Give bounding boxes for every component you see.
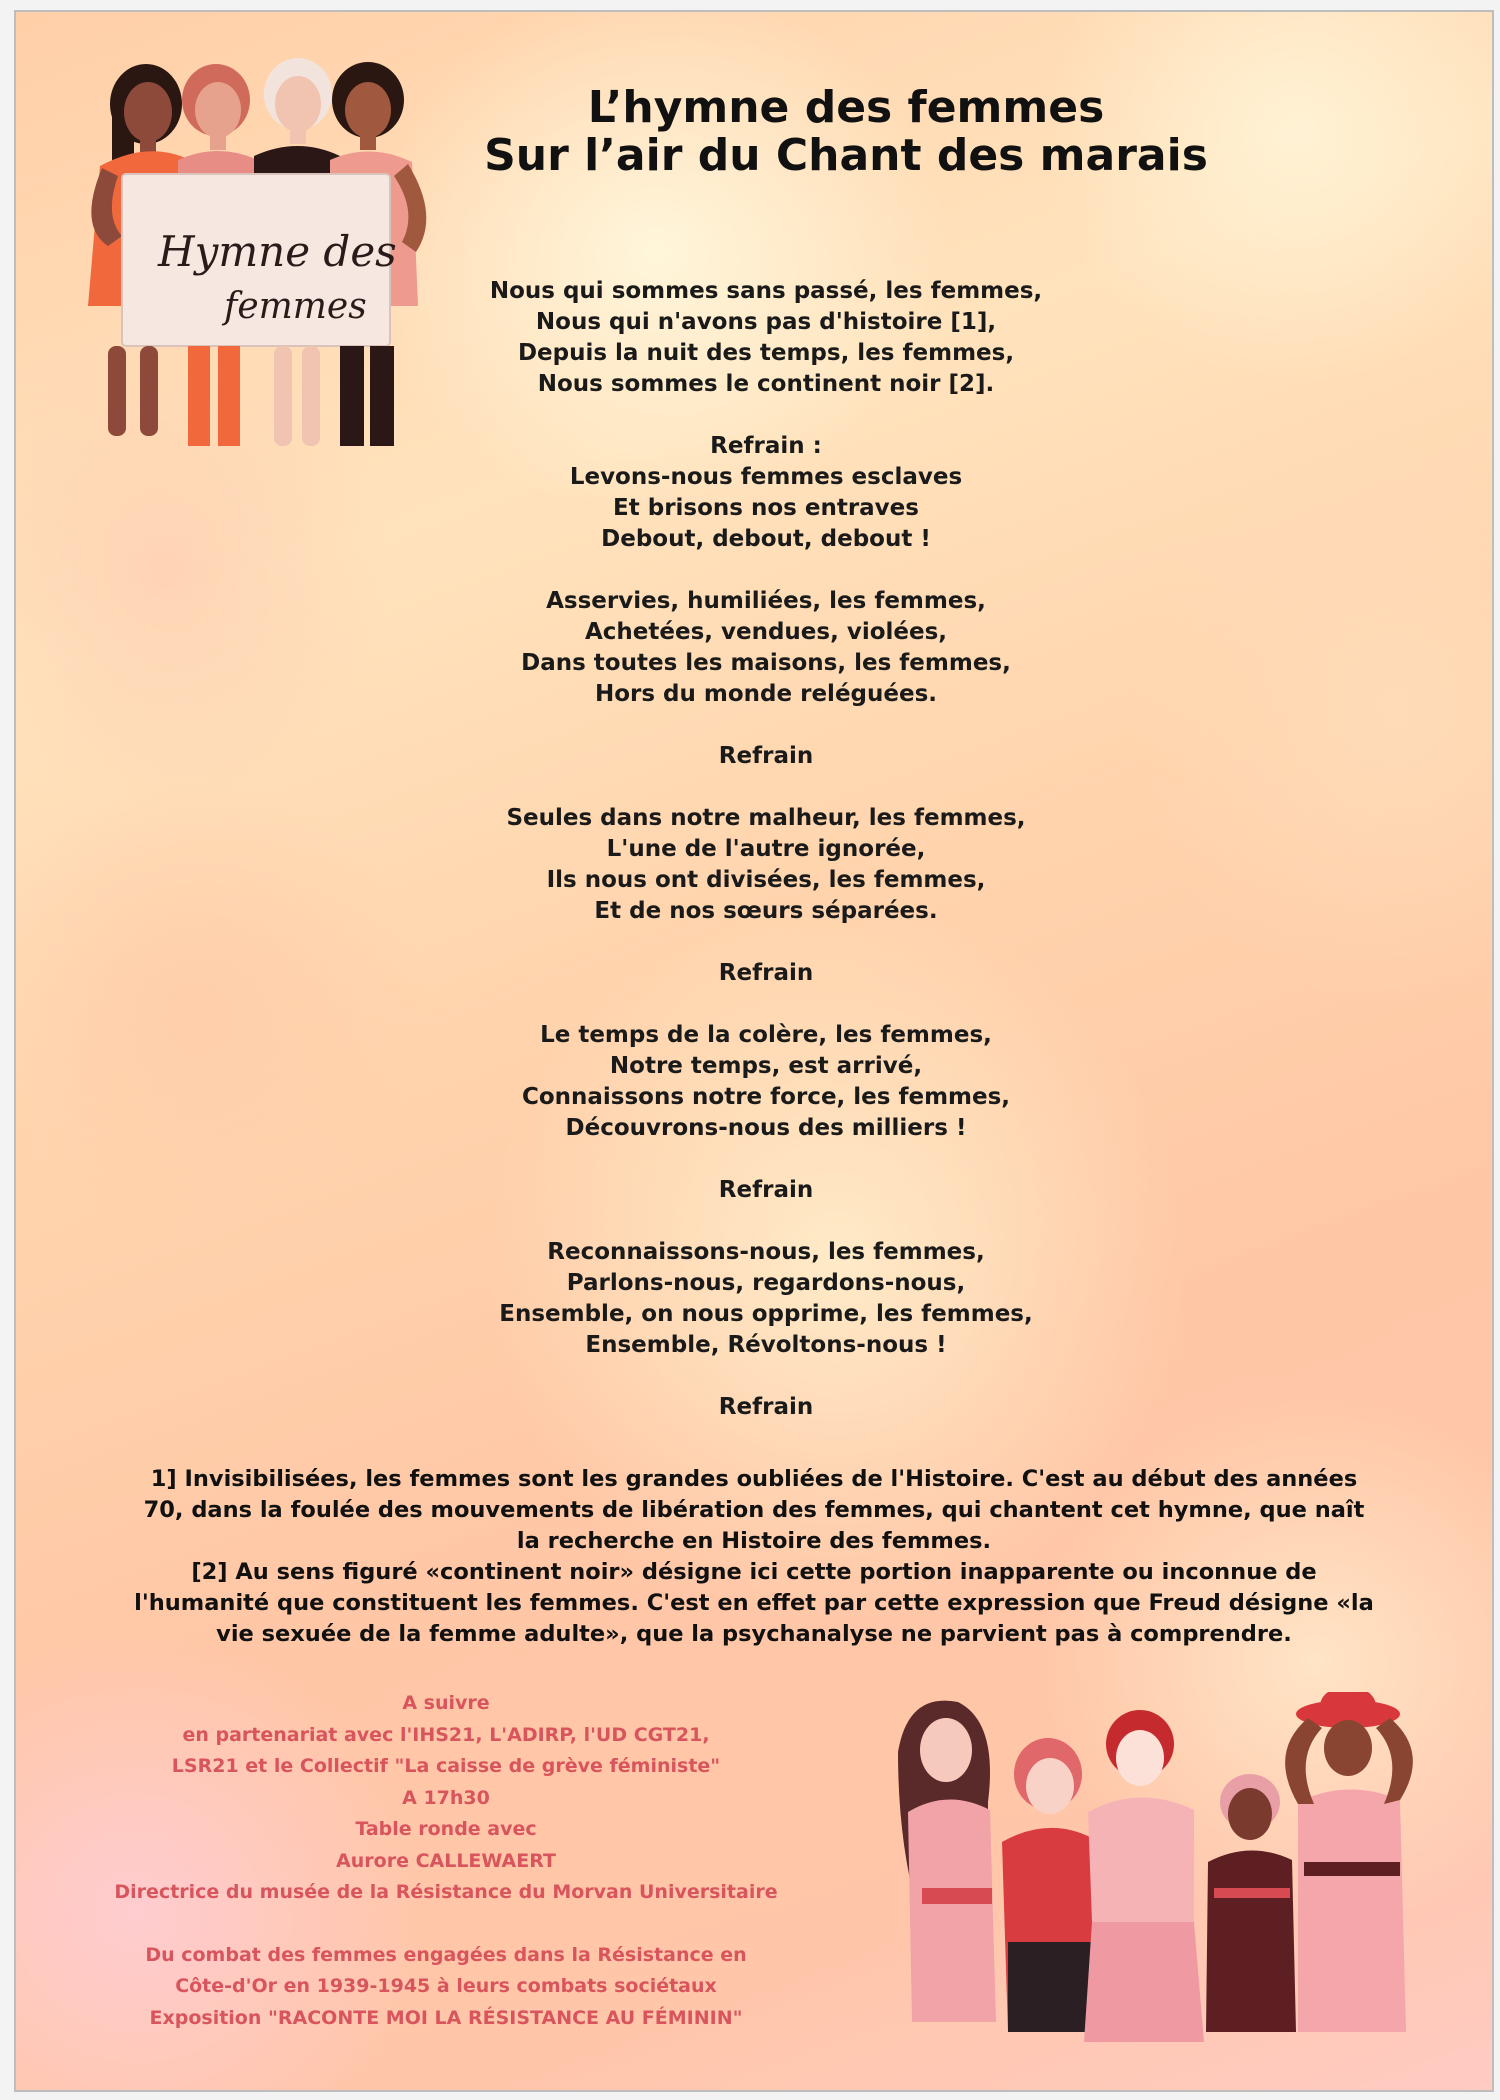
title-line-1: L’hymne des femmes	[587, 82, 1105, 133]
verse-line: Reconnaissons-nous, les femmes,	[547, 1239, 985, 1265]
refrain-label: Refrain	[718, 1177, 814, 1203]
verse-line: L'une de l'autre ignorée,	[606, 836, 926, 862]
verse-line: Depuis la nuit des temps, les femmes,	[517, 340, 1015, 366]
footnote-line: vie sexuée de la femme adulte», que la psychanalyse ne parvient pas à comprendre.	[216, 1621, 1292, 1647]
footnote-line: la recherche en Histoire des femmes.	[516, 1528, 992, 1554]
stanza-2	[376, 586, 1156, 710]
verse-line: Connaissons notre force, les femmes,	[521, 1084, 1011, 1110]
stanza-4	[376, 1020, 1156, 1144]
verse-line: Levons-nous femmes esclaves	[569, 464, 963, 490]
refrain-label: Refrain	[718, 960, 814, 986]
event-line: A 17h30	[402, 1786, 490, 1809]
verse-line: Ils nous ont divisées, les femmes,	[546, 867, 986, 893]
verse-line: Notre temps, est arrivé,	[609, 1053, 923, 1079]
verse-line: Et brisons nos entraves	[613, 495, 919, 521]
event-info	[56, 1688, 836, 2034]
refrain-full	[376, 431, 1156, 555]
verse-line: Et de nos sœurs séparées.	[594, 898, 938, 924]
stanza-1	[376, 276, 1156, 400]
refrain-label: Refrain	[718, 1394, 814, 1420]
poem-lyrics	[376, 276, 1156, 1454]
page-title	[436, 84, 1256, 180]
verse-line: Achetées, vendues, violées,	[584, 619, 948, 645]
verse-line: Parlons-nous, regardons-nous,	[566, 1270, 966, 1296]
verse-line: Nous qui n'avons pas d'histoire [1],	[535, 309, 997, 335]
verse-line: Debout, debout, debout !	[601, 526, 931, 552]
verse-line: Asservies, humiliées, les femmes,	[546, 588, 986, 614]
poster-page	[14, 10, 1494, 2092]
event-line: Exposition "RACONTE MOI LA RÉSISTANCE AU FÉMININ"	[149, 2006, 743, 2029]
event-line: Table ronde avec	[355, 1818, 537, 1840]
verse-line: Nous sommes le continent noir [2].	[537, 371, 995, 397]
verse-line: Le temps de la colère, les femmes,	[540, 1022, 992, 1048]
stanza-3	[376, 803, 1156, 927]
event-line: Du combat des femmes engagées dans la Résistance en	[145, 1943, 747, 1966]
verse-line: Découvrons-nous des milliers !	[565, 1115, 967, 1141]
stanza-5	[376, 1237, 1156, 1361]
event-line: Côte-d'Or en 1939-1945 à leurs combats sociétaux	[175, 1975, 717, 1997]
refrain-label: Refrain	[718, 743, 814, 769]
verse-line: Hors du monde reléguées.	[594, 681, 938, 707]
footnote-line: [2] Au sens figuré «continent noir» désigne ici cette portion inapparente ou inconnue de	[191, 1559, 1317, 1585]
footnote-line: 70, dans la foulée des mouvements de libération des femmes, qui chantent cet hymne, que naît	[143, 1497, 1365, 1523]
verse-line: Seules dans notre malheur, les femmes,	[506, 805, 1026, 831]
banner-text-line1: Hymne des	[158, 227, 397, 276]
event-line: Aurore CALLEWAERT	[336, 1849, 556, 1872]
refrain-heading: Refrain :	[710, 433, 822, 459]
footnotes	[56, 1464, 1452, 1650]
verse-line: Ensemble, on nous opprime, les femmes,	[499, 1301, 1033, 1327]
women-group-illustration	[878, 1692, 1438, 2052]
verse-line: Nous qui sommes sans passé, les femmes,	[489, 278, 1043, 304]
title-line-2: Sur l’air du Chant des marais	[484, 130, 1208, 181]
spacer	[56, 1909, 836, 1940]
verse-line: Ensemble, Révoltons-nous !	[585, 1332, 947, 1358]
footnote-line: 1] Invisibilisées, les femmes sont les grandes oubliées de l'Histoire. C'est au début des années	[150, 1466, 1358, 1492]
event-line: en partenariat avec l'IHS21, L'ADIRP, l'UD CGT21,	[182, 1723, 710, 1746]
event-line: LSR21 et le Collectif "La caisse de grève féministe"	[171, 1755, 721, 1777]
banner-text-line2: femmes	[224, 286, 367, 327]
footnote-line: l'humanité que constituent les femmes. C'est en effet par cette expression que Freud désigne «la	[134, 1590, 1374, 1616]
event-line: A suivre	[402, 1692, 490, 1714]
event-line: Directrice du musée de la Résistance du Morvan Universitaire	[114, 1881, 778, 1903]
verse-line: Dans toutes les maisons, les femmes,	[521, 650, 1011, 676]
